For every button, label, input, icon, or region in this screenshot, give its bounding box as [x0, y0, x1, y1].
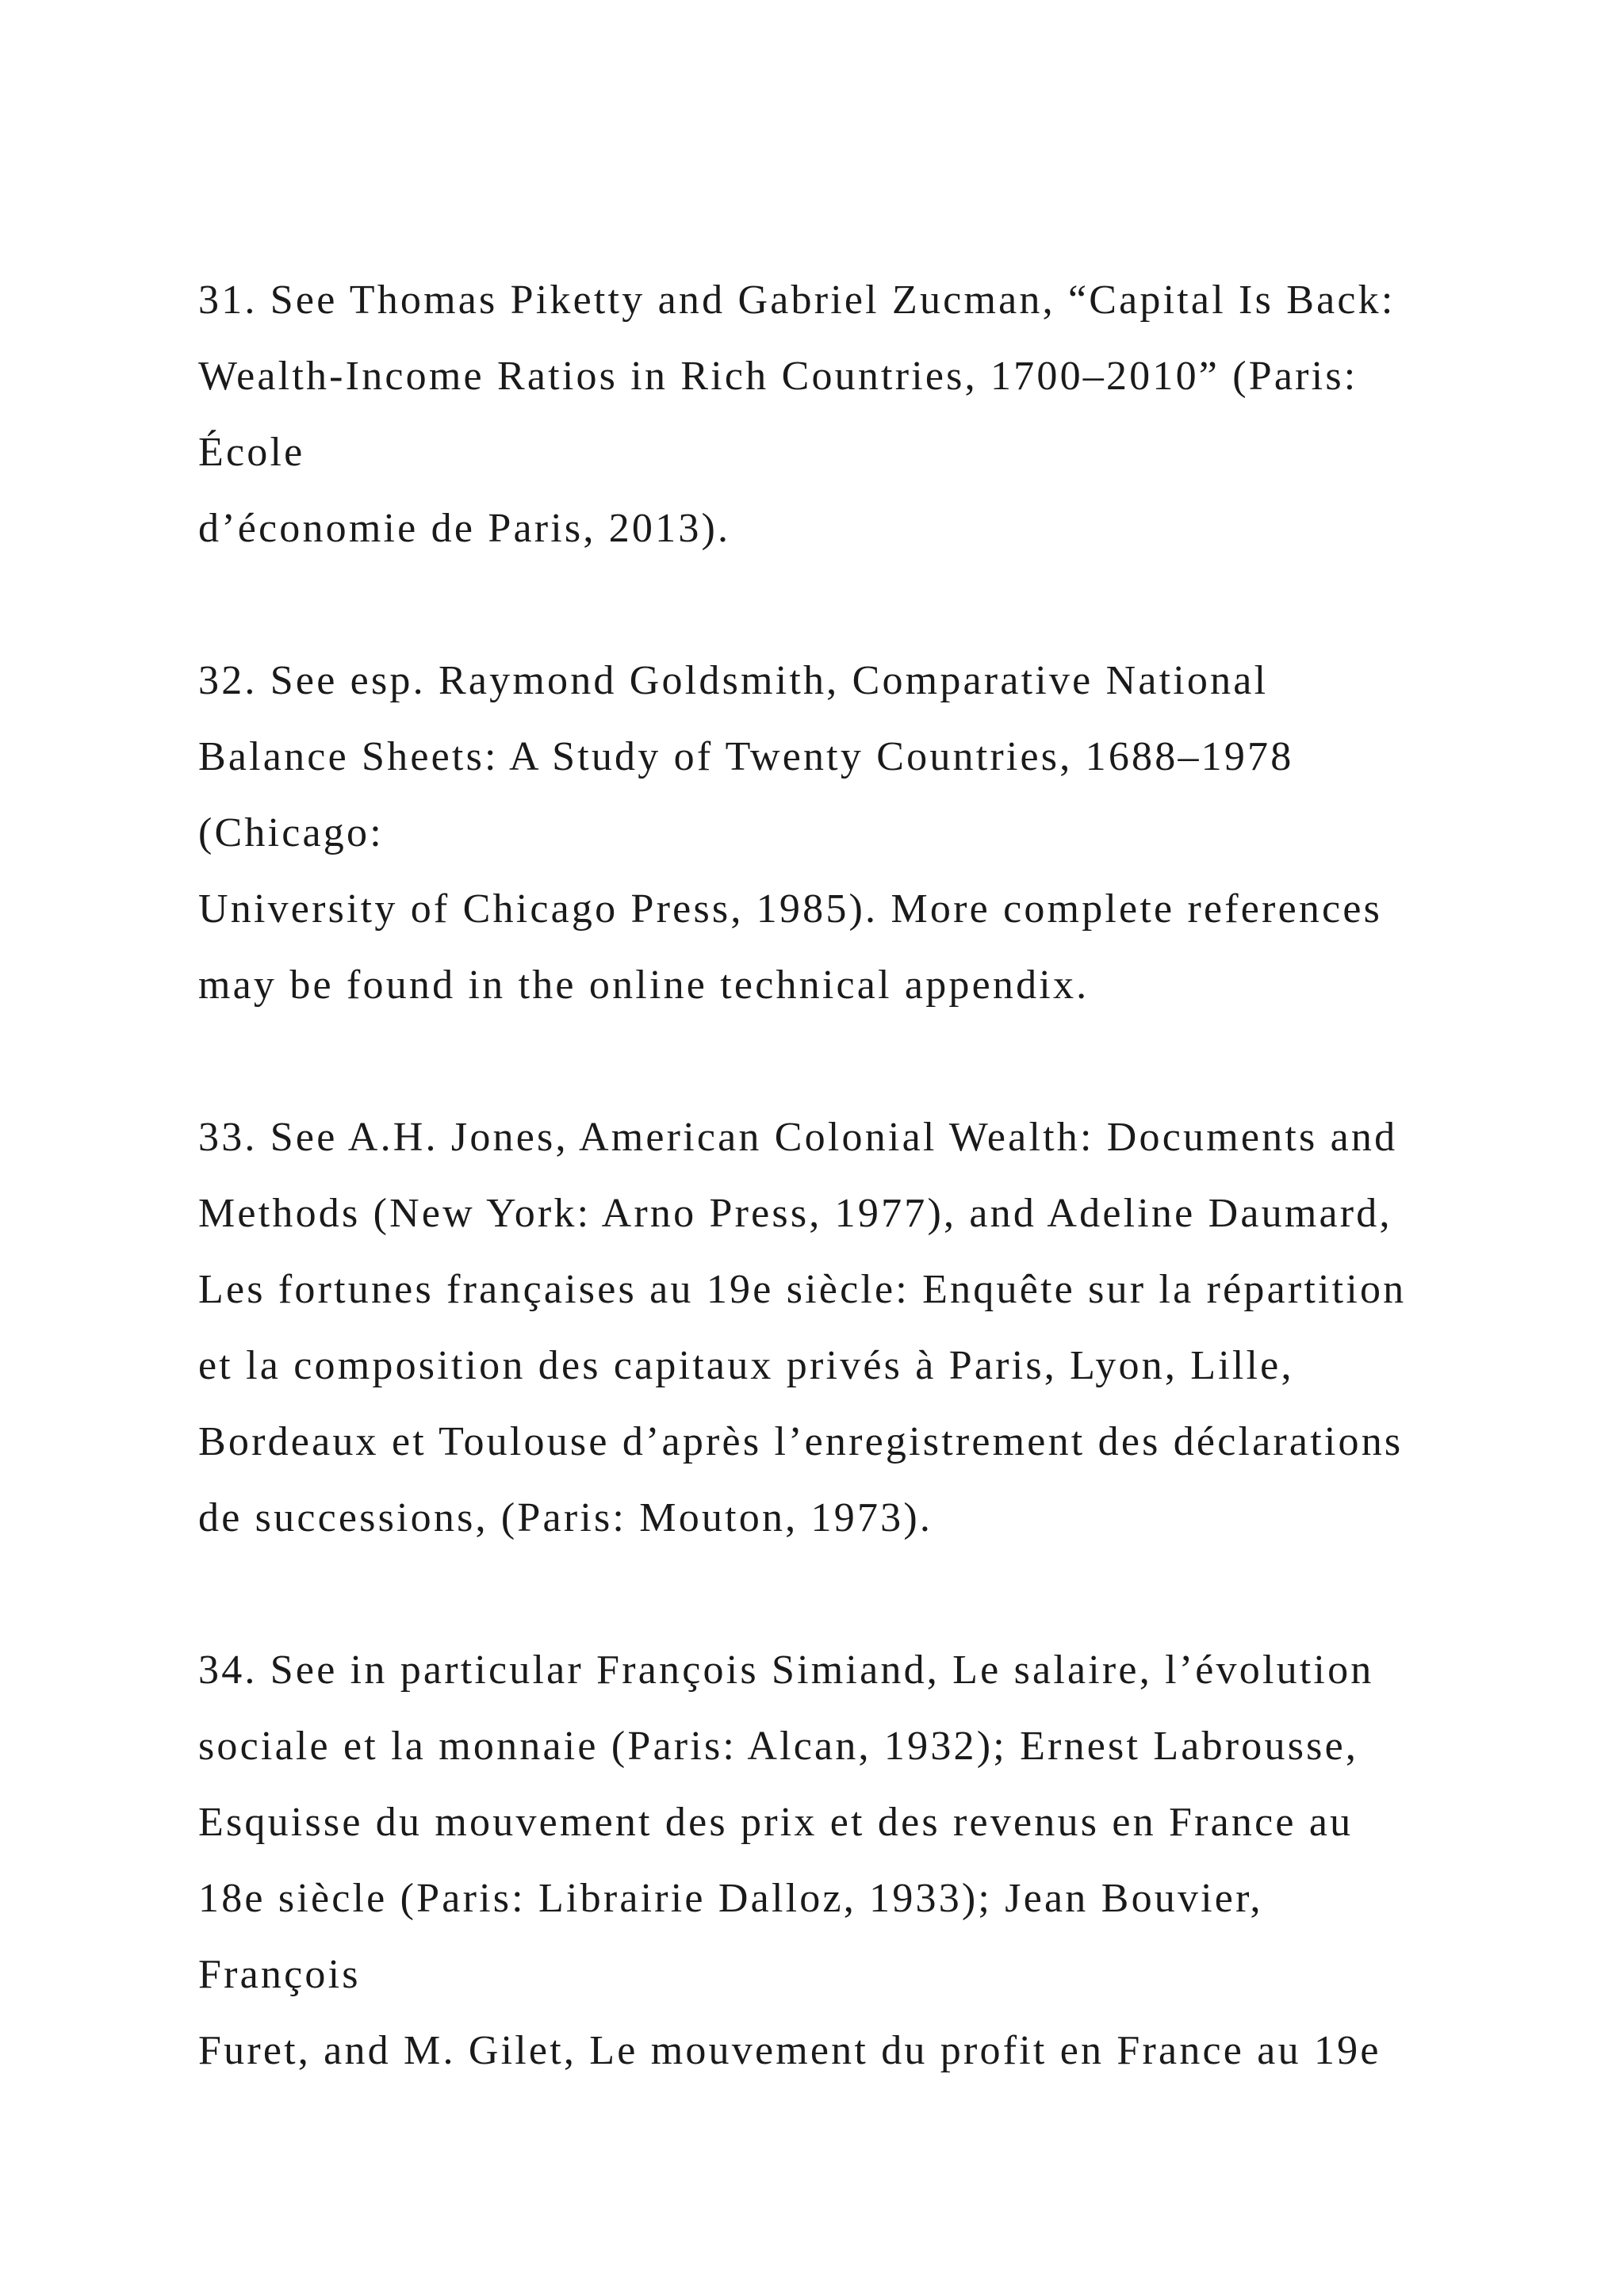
- endnote-32: [198, 643, 1483, 1024]
- endnote-line: 31. See Thomas Piketty and Gabriel Zucman, “Capital Is Back:: [198, 277, 1396, 323]
- endnote-line: d’économie de Paris, 2013).: [198, 506, 731, 551]
- endnote-line: 32. See esp. Raymond Goldsmith, Comparative National: [198, 658, 1269, 703]
- endnote-line: 18e siècle (Paris: Librairie Dalloz, 1933); Jean Bouvier,: [198, 1876, 1263, 1921]
- endnote-line: may be found in the online technical appendix.: [198, 962, 1090, 1008]
- endnote-line: 33. See A.H. Jones, American Colonial Wealth: Documents and: [198, 1115, 1398, 1160]
- endnote-33: [198, 1100, 1483, 1556]
- endnote-line: Methods (New York: Arno Press, 1977), and Adeline Daumard,: [198, 1191, 1392, 1236]
- endnote-line: 34. See in particular François Simiand, Le salaire, l’évolution: [198, 1647, 1374, 1693]
- endnote-line: Esquisse du mouvement des prix et des revenus en France au: [198, 1800, 1354, 1845]
- endnote-line: Les fortunes françaises au 19e siècle: Enquête sur la répartition: [198, 1267, 1407, 1312]
- endnote-line: École: [198, 430, 305, 475]
- endnote-31: [198, 262, 1483, 567]
- endnote-line: et la composition des capitaux privés à Paris, Lyon, Lille,: [198, 1343, 1294, 1388]
- endnote-line: François: [198, 1952, 361, 1997]
- endnote-line: Wealth-Income Ratios in Rich Countries, 1700–2010” (Paris:: [198, 354, 1358, 399]
- endnote-line: Furet, and M. Gilet, Le mouvement du profit en France au 19e: [198, 2028, 1381, 2073]
- endnotes-section: [198, 262, 1483, 2165]
- endnote-line: Balance Sheets: A Study of Twenty Countries, 1688–1978: [198, 734, 1294, 779]
- endnote-34: [198, 1632, 1483, 2089]
- endnote-line: Bordeaux et Toulouse d’après l’enregistrement des déclarations: [198, 1419, 1404, 1464]
- endnote-line: (Chicago:: [198, 810, 384, 855]
- endnote-line: sociale et la monnaie (Paris: Alcan, 1932); Ernest Labrousse,: [198, 1724, 1359, 1769]
- endnote-line: de successions, (Paris: Mouton, 1973).: [198, 1495, 933, 1540]
- endnote-line: University of Chicago Press, 1985). More complete references: [198, 886, 1383, 932]
